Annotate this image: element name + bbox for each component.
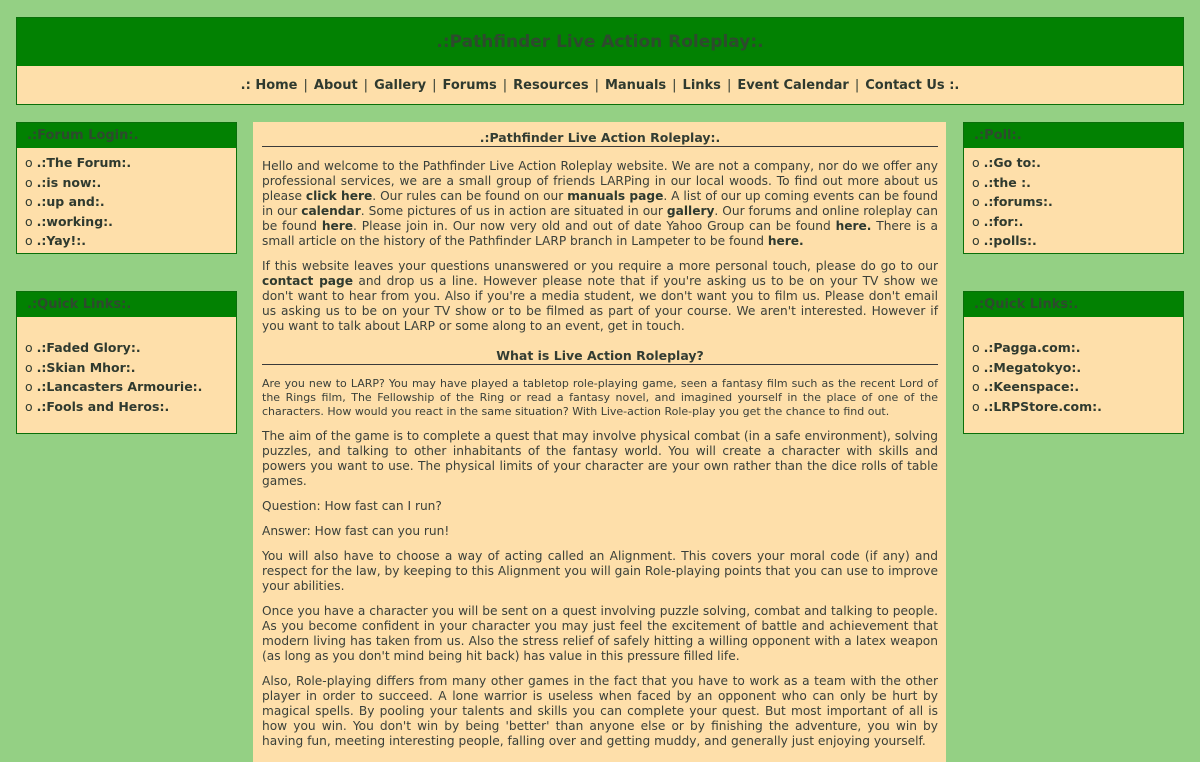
main-title: .:Pathfinder Live Action Roleplay:. bbox=[262, 130, 938, 147]
nav-forums[interactable]: Forums bbox=[442, 77, 497, 93]
nav-separator: | bbox=[854, 77, 860, 93]
bullet-icon: o bbox=[972, 379, 980, 394]
quick-link-label: .:Megatokyo:. bbox=[983, 359, 1082, 375]
contact-paragraph bbox=[262, 259, 938, 334]
main-nav bbox=[17, 66, 1183, 104]
bullet-icon: o bbox=[972, 174, 980, 190]
nav-separator: | bbox=[726, 77, 732, 93]
intro-text: . Please join in. Our now very old and out of date Yahoo Group can be found bbox=[353, 219, 836, 233]
intro-text: . A list of our up coming events can be found in our bbox=[262, 189, 939, 218]
poll-box bbox=[963, 122, 1184, 254]
nav-home[interactable]: Home bbox=[255, 77, 298, 93]
yahoo-group-link[interactable]: here. bbox=[835, 219, 872, 233]
calendar-link[interactable]: calendar bbox=[301, 204, 361, 218]
forum-login-item[interactable] bbox=[25, 192, 236, 212]
intro-text: Hello and welcome to the Pathfinder Live Action Roleplay website. We are not a company, nor do we offer any professional services, we are a small group of friends LARPing in our local woods. To find out more about us please bbox=[262, 159, 938, 203]
what-is-larp-title: What is Live Action Roleplay? bbox=[262, 348, 938, 365]
forum-login-item[interactable] bbox=[25, 153, 236, 173]
quick-link-lancasters-armourie[interactable] bbox=[25, 377, 236, 397]
quick-link-label: .:Keenspace:. bbox=[983, 379, 1080, 394]
quick-link-megatokyo[interactable] bbox=[972, 358, 1183, 378]
forum-login-box bbox=[16, 122, 237, 254]
quick-link-label: .:LRPStore.com:. bbox=[983, 398, 1102, 414]
intro-paragraph bbox=[262, 159, 938, 249]
nav-contact-us[interactable]: Contact Us bbox=[865, 77, 945, 93]
bullet-icon: o bbox=[25, 174, 33, 190]
answer-paragraph: Answer: How fast can you run! bbox=[262, 524, 450, 538]
quick-link-label: .:Fools and Heros:. bbox=[36, 398, 170, 414]
intro-text: . Some pictures of us in action are situated in our bbox=[360, 204, 667, 218]
quick-link-fools-and-heros[interactable] bbox=[25, 397, 236, 417]
forum-login-item[interactable] bbox=[25, 231, 236, 251]
quick-link-label: .:Lancasters Armourie:. bbox=[36, 379, 203, 394]
about-link[interactable]: click here bbox=[305, 189, 373, 203]
poll-item[interactable] bbox=[972, 212, 1183, 232]
bullet-icon: o bbox=[25, 398, 33, 414]
forum-login-item-label: .:The Forum:. bbox=[36, 155, 132, 170]
nav-separator: | bbox=[363, 77, 369, 93]
quest-paragraph: Once you have a character you will be sent on a quest involving puzzle solving, combat and talking to people. As you become confident in your character you may just feel the excitement of battle and achievement that modern living has taken from us. Also the stress relief of safely hitting a willing opponent with a latex weapon (as long as you don't mind being hit back) has value in this pressure filled life. bbox=[262, 604, 938, 663]
poll-item[interactable] bbox=[972, 231, 1183, 251]
quick-link-pagga[interactable] bbox=[972, 338, 1183, 358]
contact-text: and drop us a line. However please note that if you're asking us to be on your TV show we don't want to hear from you. Also if you're a media student, we don't want you to film us. Please don't email us asking us to be on your TV show or to be filmed as part of your course. We aren't interested. However if you want to talk about LARP or some along to an event, get in touch. bbox=[262, 274, 939, 333]
nav-resources[interactable]: Resources bbox=[513, 77, 589, 93]
poll-title: .:Poll:. bbox=[964, 123, 1183, 148]
bullet-icon: o bbox=[972, 340, 980, 355]
contact-text: If this website leaves your questions unanswered or you require a more personal touch, please do go to our bbox=[262, 259, 938, 273]
nav-separator: | bbox=[303, 77, 308, 93]
intro-text: There is a small article on the history of the Pathfinder LARP branch in Lampeter to be found bbox=[262, 219, 939, 248]
bullet-icon: o bbox=[972, 155, 980, 170]
nav-about[interactable]: About bbox=[313, 77, 358, 93]
nav-manuals[interactable]: Manuals bbox=[604, 77, 667, 93]
quick-link-label: .:Skian Mhor:. bbox=[36, 359, 136, 375]
bullet-icon: o bbox=[25, 233, 33, 248]
poll-item-label: .:forums:. bbox=[983, 194, 1053, 209]
bullet-icon: o bbox=[25, 194, 33, 209]
quick-link-faded-glory[interactable] bbox=[25, 338, 236, 358]
poll-item-label: .:polls:. bbox=[983, 233, 1037, 248]
forum-login-item-label: .:working:. bbox=[36, 213, 113, 229]
bullet-icon: o bbox=[972, 233, 980, 248]
quick-links-right-box bbox=[963, 291, 1184, 434]
bullet-icon: o bbox=[972, 213, 980, 229]
new-to-larp-paragraph: Are you new to LARP? You may have played a tabletop role-playing game, seen a fantasy film such as the recent Lord of the Rings film, The Fellowship of the Ring or read a fantasy novel, and imagined yourself in the place of one of the characters. How would you react in the same situation? With Live-action Role-play you get the chance to find out. bbox=[262, 377, 938, 418]
poll-item[interactable] bbox=[972, 153, 1183, 173]
gallery-link[interactable]: gallery bbox=[666, 204, 715, 218]
forum-login-item-label: .:up and:. bbox=[36, 194, 105, 209]
history-link[interactable]: here. bbox=[767, 234, 804, 248]
poll-item-label: .:Go to:. bbox=[983, 155, 1041, 170]
bullet-icon: o bbox=[972, 194, 980, 209]
nav-start: .: bbox=[240, 77, 251, 93]
site-header bbox=[16, 17, 1184, 105]
nav-separator: | bbox=[594, 77, 599, 93]
quick-link-skian-mhor[interactable] bbox=[25, 358, 236, 378]
aim-paragraph: The aim of the game is to complete a quest that may involve physical combat (in a safe environment), solving puzzles, and talking to other inhabitants of the fantasy world. You will create a character with skills and powers you want to use. The physical limits of your character are your own rather than the dice rolls of table games. bbox=[262, 429, 938, 488]
poll-item[interactable] bbox=[972, 173, 1183, 193]
nav-separator: | bbox=[502, 77, 508, 93]
intro-text: . Our rules can be found on our bbox=[372, 189, 568, 203]
intro-text: . Our forums and online roleplay can be found bbox=[262, 204, 938, 233]
poll-item-label: .:the :. bbox=[983, 174, 1031, 190]
forum-login-item-label: .:Yay!:. bbox=[36, 233, 86, 248]
main-content bbox=[253, 122, 946, 762]
nav-end: :. bbox=[949, 77, 960, 93]
contact-page-link[interactable]: contact page bbox=[262, 274, 354, 288]
forum-login-item[interactable] bbox=[25, 173, 236, 193]
quick-link-keenspace[interactable] bbox=[972, 377, 1183, 397]
bullet-icon: o bbox=[25, 340, 33, 355]
forum-login-item-label: .:is now:. bbox=[36, 174, 102, 190]
question-paragraph: Question: How fast can I run? bbox=[262, 499, 442, 513]
forum-login-title: .:Forum Login:. bbox=[17, 123, 236, 148]
site-title: .:Pathfinder Live Action Roleplay:. bbox=[17, 18, 1183, 66]
quick-links-left-title: .:Quick Links:. bbox=[17, 292, 236, 317]
bullet-icon: o bbox=[25, 155, 33, 170]
poll-item[interactable] bbox=[972, 192, 1183, 212]
nav-event-calendar[interactable]: Event Calendar bbox=[737, 77, 849, 93]
quick-link-label: .:Pagga.com:. bbox=[983, 340, 1081, 355]
quick-links-left-box bbox=[16, 291, 237, 434]
quick-link-lrpstore[interactable] bbox=[972, 397, 1183, 417]
bullet-icon: o bbox=[25, 213, 33, 229]
forums-link[interactable]: here bbox=[321, 219, 354, 233]
forum-login-item[interactable] bbox=[25, 212, 236, 232]
nav-gallery[interactable]: Gallery bbox=[374, 77, 427, 93]
nav-separator: | bbox=[432, 77, 437, 93]
bullet-icon: o bbox=[972, 398, 980, 414]
quick-links-right-title: .:Quick Links:. bbox=[964, 292, 1183, 317]
manuals-link[interactable]: manuals page bbox=[567, 189, 664, 203]
poll-item-label: .:for:. bbox=[983, 213, 1024, 229]
alignment-paragraph: You will also have to choose a way of acting called an Alignment. This covers your moral code (if any) and respect for the law, by keeping to this Alignment you will gain Role-playing points that you can use to improve your abilities. bbox=[262, 549, 938, 593]
bullet-icon: o bbox=[972, 359, 980, 375]
bullet-icon: o bbox=[25, 359, 33, 375]
teamwork-paragraph: Also, Role-playing differs from many other games in the fact that you have to work as a team with the other player in order to succeed. A lone warrior is useless when faced by an opponent who can only be hurt by magical spells. By pooling your talents and skills you can complete your quest. But most important of all is how you win. You don't win by being 'better' than anyone else or by finishing the adventure, you win by having fun, meeting interesting people, falling over and getting muddy, and generally just enjoying yourself. bbox=[262, 674, 938, 748]
quick-link-label: .:Faded Glory:. bbox=[36, 340, 141, 355]
nav-separator: | bbox=[672, 77, 677, 93]
bullet-icon: o bbox=[25, 379, 33, 394]
nav-links[interactable]: Links bbox=[682, 77, 721, 93]
